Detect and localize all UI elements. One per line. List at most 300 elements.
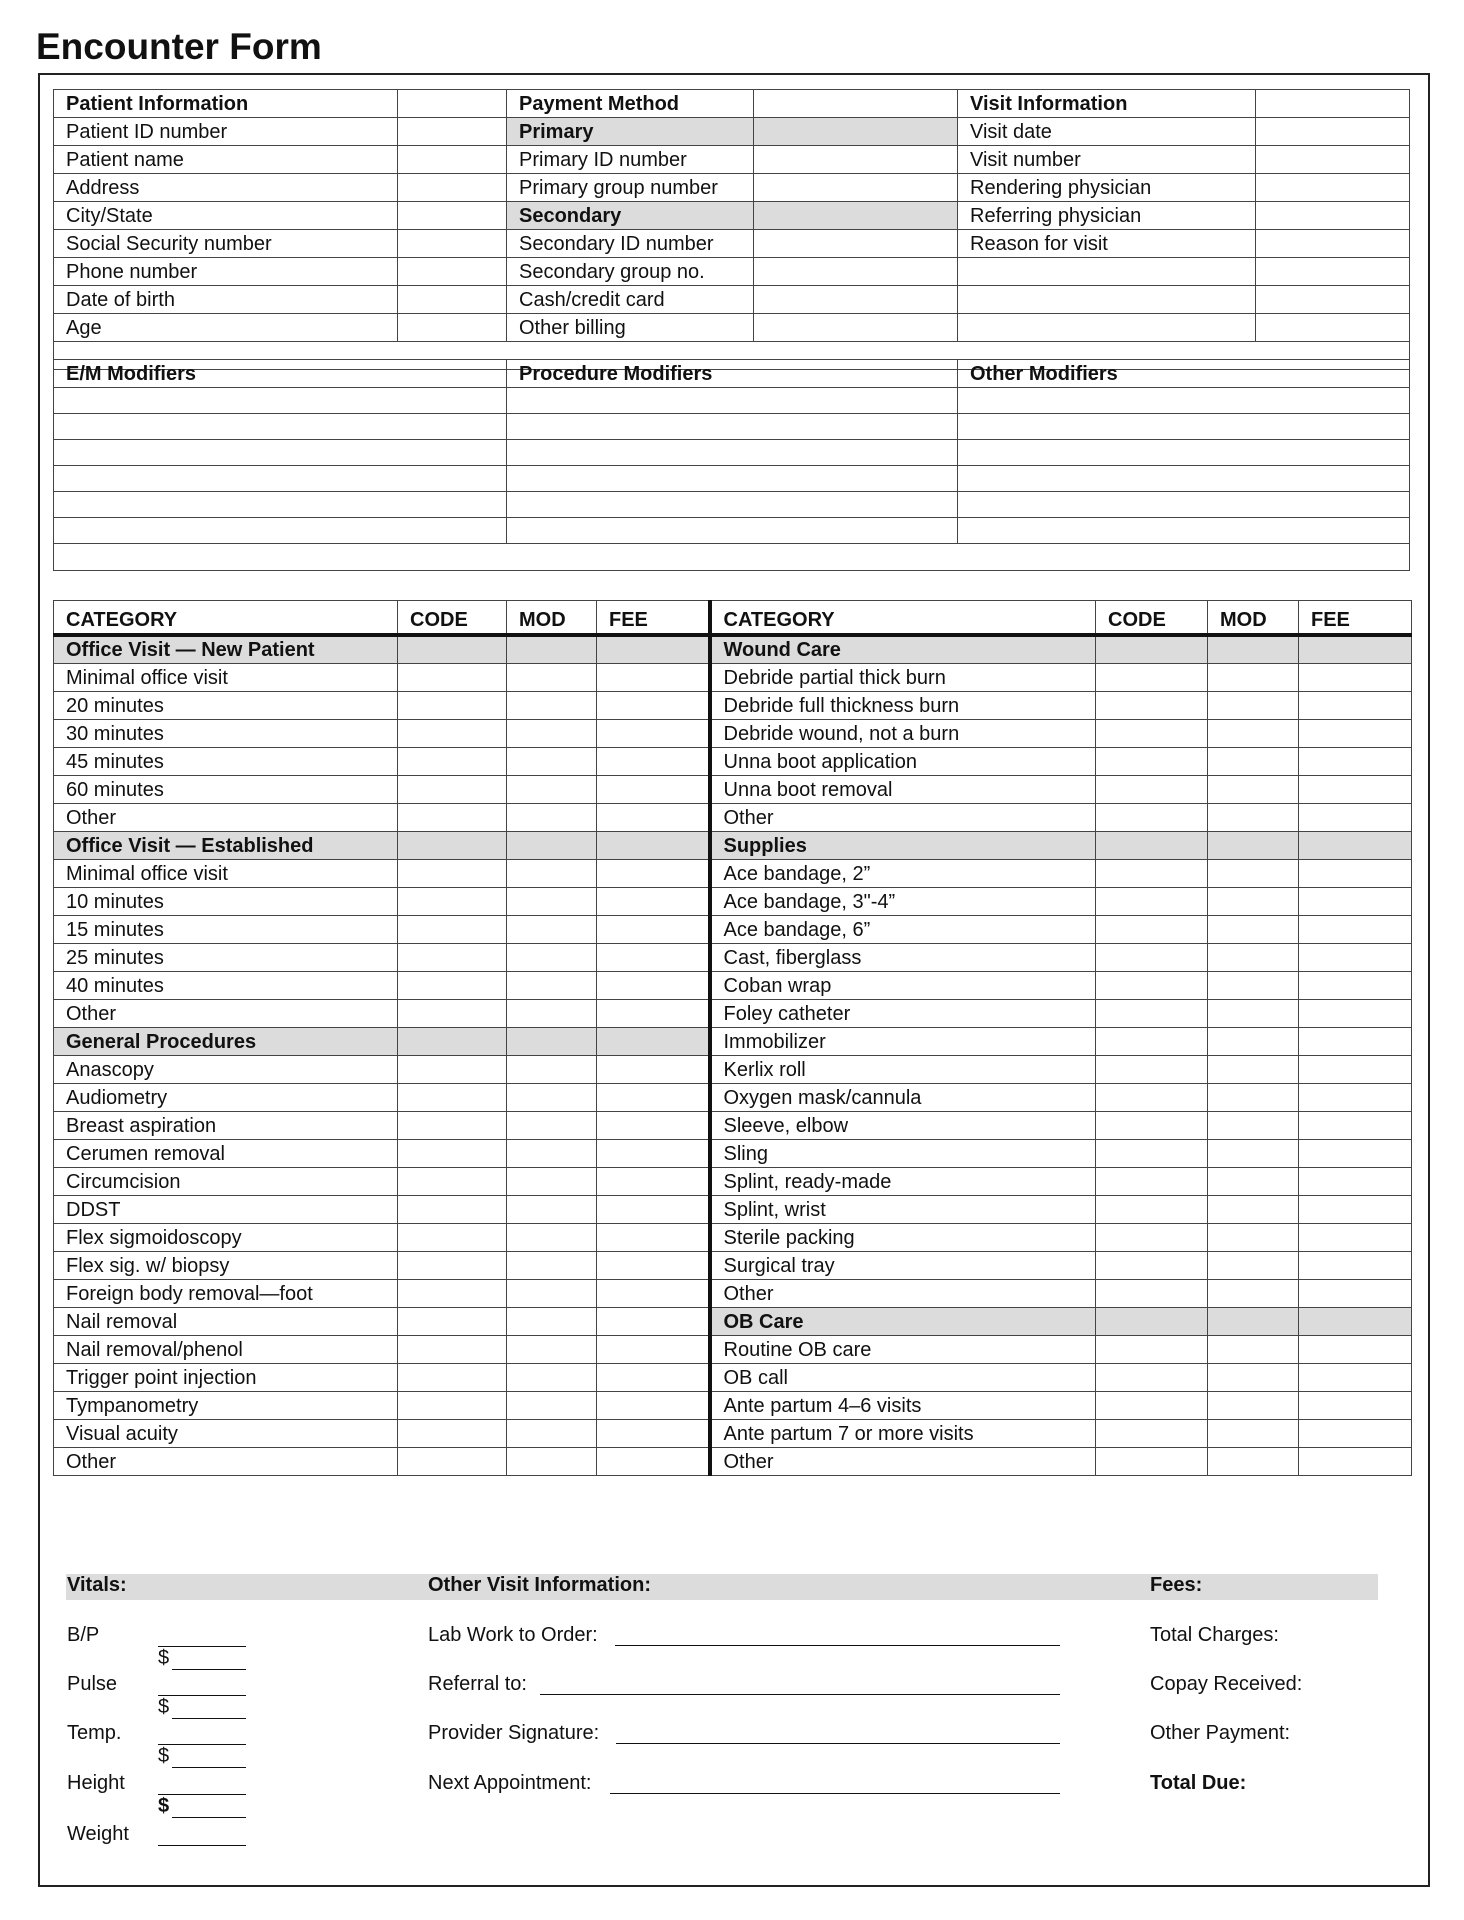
vitals-label: Height — [67, 1772, 125, 1794]
value-cell[interactable] — [1256, 202, 1410, 230]
mod-cell[interactable] — [1208, 999, 1299, 1027]
value-cell[interactable] — [754, 314, 958, 342]
other-modifiers-header: Other Modifiers — [958, 360, 1410, 388]
code-cell[interactable] — [398, 887, 507, 915]
value-cell[interactable] — [398, 174, 507, 202]
mod-cell[interactable] — [1208, 775, 1299, 803]
code-cell[interactable] — [398, 1447, 507, 1475]
mod-cell[interactable] — [507, 1027, 597, 1055]
procedure-label: Flex sigmoidoscopy — [54, 1223, 398, 1251]
info-row — [54, 202, 1410, 230]
value-cell[interactable] — [754, 258, 958, 286]
value-cell[interactable] — [1256, 118, 1410, 146]
dollar-sign: $ — [158, 1696, 170, 1718]
value-cell[interactable] — [398, 118, 507, 146]
fee-cell[interactable] — [1299, 1167, 1412, 1195]
mod-cell[interactable] — [507, 1391, 597, 1419]
visit-field-label — [958, 258, 1256, 286]
category-column-header: CATEGORY — [54, 601, 398, 635]
mod-cell[interactable] — [507, 1447, 597, 1475]
mod-cell[interactable] — [507, 1419, 597, 1447]
modifier-cell[interactable] — [54, 440, 507, 466]
mod-cell[interactable] — [507, 943, 597, 971]
code-cell[interactable] — [1096, 1027, 1208, 1055]
fee-cell[interactable] — [1299, 1419, 1412, 1447]
category-row — [54, 1167, 1412, 1195]
value-cell[interactable] — [398, 90, 507, 118]
code-cell[interactable] — [398, 635, 507, 664]
top-header-row — [54, 90, 1410, 118]
mod-cell[interactable] — [507, 691, 597, 719]
mod-cell[interactable] — [1208, 747, 1299, 775]
fee-cell[interactable] — [1299, 831, 1412, 859]
mod-cell[interactable] — [507, 831, 597, 859]
fee-cell[interactable] — [597, 691, 710, 719]
dollar-field[interactable] — [172, 1718, 246, 1719]
referral-field[interactable] — [540, 1694, 1060, 1695]
code-cell[interactable] — [398, 1111, 507, 1139]
category-row — [54, 775, 1412, 803]
modifier-cell[interactable] — [507, 466, 958, 492]
modifier-cell[interactable] — [958, 518, 1410, 544]
code-cell[interactable] — [1096, 915, 1208, 943]
fee-cell[interactable] — [597, 663, 710, 691]
category-section-label: Office Visit — New Patient — [54, 635, 398, 664]
modifier-cell[interactable] — [54, 388, 507, 414]
vitals-label: Weight — [67, 1823, 129, 1845]
other-payment-label: Other Payment: — [1150, 1722, 1291, 1744]
code-cell[interactable] — [398, 859, 507, 887]
mod-cell[interactable] — [507, 1055, 597, 1083]
code-cell[interactable] — [398, 1363, 507, 1391]
value-cell[interactable] — [754, 118, 958, 146]
mod-cell[interactable] — [1208, 1083, 1299, 1111]
code-cell[interactable] — [1096, 1363, 1208, 1391]
procedure-label: Minimal office visit — [54, 859, 398, 887]
next-appointment-field[interactable] — [610, 1793, 1060, 1794]
fee-cell[interactable] — [1299, 1139, 1412, 1167]
mod-cell[interactable] — [507, 859, 597, 887]
code-cell[interactable] — [1096, 1251, 1208, 1279]
mod-cell[interactable] — [507, 635, 597, 664]
mod-cell[interactable] — [507, 1363, 597, 1391]
code-cell[interactable] — [1096, 1279, 1208, 1307]
code-cell[interactable] — [1096, 1139, 1208, 1167]
fee-cell[interactable] — [1299, 1111, 1412, 1139]
code-cell[interactable] — [398, 1251, 507, 1279]
fee-cell[interactable] — [1299, 775, 1412, 803]
patient-field-label: Social Security number — [54, 230, 398, 258]
code-cell[interactable] — [1096, 719, 1208, 747]
value-cell[interactable] — [1256, 230, 1410, 258]
fee-cell[interactable] — [1299, 1223, 1412, 1251]
code-cell[interactable] — [398, 999, 507, 1027]
fee-cell[interactable] — [1299, 1083, 1412, 1111]
mod-cell[interactable] — [507, 1195, 597, 1223]
code-cell[interactable] — [398, 803, 507, 831]
mod-cell[interactable] — [1208, 1335, 1299, 1363]
fee-cell[interactable] — [597, 943, 710, 971]
patient-field-label: Patient name — [54, 146, 398, 174]
value-cell[interactable] — [398, 202, 507, 230]
mod-cell[interactable] — [1208, 915, 1299, 943]
modifier-cell[interactable] — [54, 518, 507, 544]
category-row — [54, 1111, 1412, 1139]
fee-cell[interactable] — [597, 999, 710, 1027]
mod-cell[interactable] — [1208, 1223, 1299, 1251]
mod-cell[interactable] — [1208, 663, 1299, 691]
fee-cell[interactable] — [1299, 719, 1412, 747]
procedure-label: Ace bandage, 2” — [710, 859, 1096, 887]
vitals-field[interactable] — [158, 1695, 246, 1696]
procedure-label: Ante partum 7 or more visits — [710, 1419, 1096, 1447]
procedure-label: Foreign body removal—foot — [54, 1279, 398, 1307]
value-cell[interactable] — [398, 286, 507, 314]
fee-cell[interactable] — [1299, 1055, 1412, 1083]
value-cell[interactable] — [1256, 314, 1410, 342]
code-cell[interactable] — [1096, 1307, 1208, 1335]
fee-cell[interactable] — [597, 971, 710, 999]
fee-cell[interactable] — [1299, 999, 1412, 1027]
value-cell[interactable] — [398, 258, 507, 286]
code-cell[interactable] — [1096, 887, 1208, 915]
value-cell[interactable] — [1256, 258, 1410, 286]
mod-cell[interactable] — [507, 775, 597, 803]
code-cell[interactable] — [398, 747, 507, 775]
code-cell[interactable] — [398, 719, 507, 747]
modifier-cell[interactable] — [958, 492, 1410, 518]
mod-cell[interactable] — [507, 1111, 597, 1139]
modifier-cell[interactable] — [507, 440, 958, 466]
fee-cell[interactable] — [597, 1027, 710, 1055]
modifier-cell[interactable] — [507, 492, 958, 518]
mod-cell[interactable] — [1208, 1027, 1299, 1055]
mod-cell[interactable] — [1208, 887, 1299, 915]
code-cell[interactable] — [1096, 663, 1208, 691]
payment-field-label: Secondary group no. — [507, 258, 754, 286]
fee-cell[interactable] — [1299, 1251, 1412, 1279]
code-cell[interactable] — [398, 831, 507, 859]
mod-cell[interactable] — [507, 971, 597, 999]
mod-cell[interactable] — [1208, 831, 1299, 859]
mod-cell[interactable] — [1208, 1307, 1299, 1335]
modifier-cell[interactable] — [507, 518, 958, 544]
code-cell[interactable] — [398, 915, 507, 943]
fee-cell[interactable] — [1299, 663, 1412, 691]
mod-cell[interactable] — [507, 1223, 597, 1251]
fee-cell[interactable] — [1299, 971, 1412, 999]
dollar-field[interactable] — [172, 1817, 246, 1818]
visit-field-label: Referring physician — [958, 202, 1256, 230]
fees-header: Fees: — [1150, 1574, 1203, 1596]
copay-received-label: Copay Received: — [1150, 1673, 1303, 1695]
dollar-sign: $ — [158, 1647, 170, 1669]
code-cell[interactable] — [1096, 971, 1208, 999]
lab-work-label: Lab Work to Order: — [428, 1624, 598, 1646]
vitals-field[interactable] — [158, 1845, 246, 1846]
mod-cell[interactable] — [507, 1307, 597, 1335]
code-cell[interactable] — [1096, 1167, 1208, 1195]
code-cell[interactable] — [1096, 831, 1208, 859]
code-cell[interactable] — [398, 1335, 507, 1363]
code-cell[interactable] — [398, 943, 507, 971]
fee-cell[interactable] — [597, 635, 710, 664]
patient-field-label: Date of birth — [54, 286, 398, 314]
modifier-cell[interactable] — [54, 414, 507, 440]
mod-cell[interactable] — [507, 999, 597, 1027]
mod-cell[interactable] — [1208, 1447, 1299, 1475]
code-cell[interactable] — [398, 1195, 507, 1223]
fee-cell[interactable] — [597, 719, 710, 747]
mod-cell[interactable] — [507, 803, 597, 831]
code-cell[interactable] — [398, 1419, 507, 1447]
value-cell[interactable] — [1256, 174, 1410, 202]
code-cell[interactable] — [398, 1027, 507, 1055]
fee-cell[interactable] — [597, 1279, 710, 1307]
code-cell[interactable] — [1096, 1223, 1208, 1251]
fee-cell[interactable] — [1299, 691, 1412, 719]
modifier-cell[interactable] — [54, 492, 507, 518]
mod-cell[interactable] — [507, 663, 597, 691]
fee-cell[interactable] — [597, 1335, 710, 1363]
fee-cell[interactable] — [1299, 803, 1412, 831]
procedure-label: Audiometry — [54, 1083, 398, 1111]
mod-cell[interactable] — [1208, 1419, 1299, 1447]
vitals-header: Vitals: — [67, 1574, 127, 1596]
mod-cell[interactable] — [1208, 1139, 1299, 1167]
mod-cell[interactable] — [1208, 1251, 1299, 1279]
fee-cell[interactable] — [597, 831, 710, 859]
vitals-field[interactable] — [158, 1794, 246, 1795]
fee-cell[interactable] — [597, 1251, 710, 1279]
fee-cell[interactable] — [597, 1223, 710, 1251]
code-cell[interactable] — [1096, 1111, 1208, 1139]
code-cell[interactable] — [1096, 943, 1208, 971]
fee-cell[interactable] — [597, 1111, 710, 1139]
mod-cell[interactable] — [1208, 1279, 1299, 1307]
code-cell[interactable] — [1096, 1055, 1208, 1083]
provider-signature-field[interactable] — [616, 1743, 1060, 1744]
dollar-field[interactable] — [172, 1767, 246, 1768]
value-cell[interactable] — [754, 202, 958, 230]
procedure-label: 15 minutes — [54, 915, 398, 943]
code-cell[interactable] — [398, 1279, 507, 1307]
fee-cell[interactable] — [597, 915, 710, 943]
fee-cell[interactable] — [1299, 1391, 1412, 1419]
code-cell[interactable] — [1096, 1335, 1208, 1363]
category-section-label: OB Care — [710, 1307, 1096, 1335]
total-charges-label: Total Charges: — [1150, 1624, 1279, 1646]
mod-cell[interactable] — [1208, 859, 1299, 887]
modifier-cell[interactable] — [958, 466, 1410, 492]
procedure-label: Other — [710, 1447, 1096, 1475]
procedure-label: 30 minutes — [54, 719, 398, 747]
mod-cell[interactable] — [1208, 691, 1299, 719]
value-cell[interactable] — [754, 174, 958, 202]
fee-cell[interactable] — [1299, 1027, 1412, 1055]
fee-cell[interactable] — [1299, 887, 1412, 915]
mod-cell[interactable] — [1208, 1363, 1299, 1391]
code-cell[interactable] — [1096, 691, 1208, 719]
referral-label: Referral to: — [428, 1673, 527, 1695]
procedure-label: Kerlix roll — [710, 1055, 1096, 1083]
code-cell[interactable] — [1096, 635, 1208, 664]
category-row — [54, 663, 1412, 691]
category-column-header: CATEGORY — [710, 601, 1096, 635]
vitals-field[interactable] — [158, 1744, 246, 1745]
fee-cell[interactable] — [597, 747, 710, 775]
modifier-row — [54, 492, 1410, 518]
procedure-label: Immobilizer — [710, 1027, 1096, 1055]
code-cell[interactable] — [398, 1167, 507, 1195]
fee-cell[interactable] — [1299, 859, 1412, 887]
mod-cell[interactable] — [507, 1279, 597, 1307]
fee-column-header: FEE — [597, 601, 710, 635]
value-cell[interactable] — [754, 90, 958, 118]
modifier-cell[interactable] — [54, 466, 507, 492]
fee-cell[interactable] — [597, 1139, 710, 1167]
mod-cell[interactable] — [507, 1167, 597, 1195]
code-cell[interactable] — [1096, 1419, 1208, 1447]
mod-cell[interactable] — [1208, 943, 1299, 971]
total-due-label: Total Due: — [1150, 1772, 1247, 1794]
mod-cell[interactable] — [1208, 803, 1299, 831]
modifier-cell[interactable] — [507, 388, 958, 414]
procedure-label: Minimal office visit — [54, 663, 398, 691]
modifier-cell[interactable] — [958, 440, 1410, 466]
procedure-modifiers-header: Procedure Modifiers — [507, 360, 958, 388]
payment-field-label: Primary ID number — [507, 146, 754, 174]
value-cell[interactable] — [398, 146, 507, 174]
mod-cell[interactable] — [1208, 1195, 1299, 1223]
code-cell[interactable] — [398, 971, 507, 999]
mod-cell[interactable] — [1208, 719, 1299, 747]
code-cell[interactable] — [1096, 747, 1208, 775]
info-row — [54, 286, 1410, 314]
code-cell[interactable] — [1096, 775, 1208, 803]
code-cell[interactable] — [1096, 999, 1208, 1027]
modifier-row — [54, 388, 1410, 414]
patient-field-label: Age — [54, 314, 398, 342]
procedure-label: Unna boot removal — [710, 775, 1096, 803]
patient-info-header: Patient Information — [54, 90, 398, 118]
code-cell[interactable] — [1096, 859, 1208, 887]
value-cell[interactable] — [398, 230, 507, 258]
procedure-label: Other — [710, 803, 1096, 831]
fee-cell[interactable] — [1299, 1447, 1412, 1475]
fee-cell[interactable] — [597, 887, 710, 915]
fee-cell[interactable] — [597, 1419, 710, 1447]
fee-cell[interactable] — [1299, 747, 1412, 775]
fee-cell[interactable] — [597, 1391, 710, 1419]
fee-cell[interactable] — [597, 803, 710, 831]
fee-cell[interactable] — [1299, 1195, 1412, 1223]
mod-cell[interactable] — [507, 1335, 597, 1363]
code-cell[interactable] — [1096, 1391, 1208, 1419]
code-cell[interactable] — [398, 691, 507, 719]
mod-cell[interactable] — [507, 1083, 597, 1111]
fee-cell[interactable] — [1299, 943, 1412, 971]
fee-cell[interactable] — [597, 775, 710, 803]
mod-cell[interactable] — [507, 915, 597, 943]
category-row — [54, 1307, 1412, 1335]
mod-cell[interactable] — [507, 719, 597, 747]
fee-cell[interactable] — [1299, 915, 1412, 943]
dollar-field[interactable] — [172, 1669, 246, 1670]
fee-cell[interactable] — [597, 1167, 710, 1195]
fee-cell[interactable] — [1299, 1335, 1412, 1363]
modifier-cell[interactable] — [507, 414, 958, 440]
code-cell[interactable] — [1096, 1447, 1208, 1475]
em-modifiers-header: E/M Modifiers — [54, 360, 507, 388]
fee-cell[interactable] — [597, 1055, 710, 1083]
mod-cell[interactable] — [507, 747, 597, 775]
mod-cell[interactable] — [1208, 1167, 1299, 1195]
fee-cell[interactable] — [597, 1195, 710, 1223]
procedure-label: Nail removal — [54, 1307, 398, 1335]
mod-cell[interactable] — [1208, 1055, 1299, 1083]
code-cell[interactable] — [1096, 1083, 1208, 1111]
value-cell[interactable] — [1256, 90, 1410, 118]
fee-cell[interactable] — [597, 1083, 710, 1111]
value-cell[interactable] — [754, 286, 958, 314]
code-cell[interactable] — [398, 1055, 507, 1083]
value-cell[interactable] — [754, 146, 958, 174]
fee-cell[interactable] — [1299, 1279, 1412, 1307]
fee-cell[interactable] — [597, 1363, 710, 1391]
category-row — [54, 887, 1412, 915]
code-cell[interactable] — [1096, 1195, 1208, 1223]
fee-cell[interactable] — [1299, 1307, 1412, 1335]
mod-cell[interactable] — [1208, 1391, 1299, 1419]
code-cell[interactable] — [398, 663, 507, 691]
provider-signature-label: Provider Signature: — [428, 1722, 600, 1744]
mod-cell[interactable] — [507, 887, 597, 915]
code-cell[interactable] — [398, 1391, 507, 1419]
mod-cell[interactable] — [507, 1139, 597, 1167]
code-cell[interactable] — [398, 1223, 507, 1251]
fee-cell[interactable] — [1299, 1363, 1412, 1391]
value-cell[interactable] — [398, 314, 507, 342]
info-row — [54, 174, 1410, 202]
fee-cell[interactable] — [597, 1307, 710, 1335]
mod-cell[interactable] — [1208, 1111, 1299, 1139]
modifier-cell[interactable] — [958, 414, 1410, 440]
modifier-cell[interactable] — [958, 388, 1410, 414]
fee-cell[interactable] — [597, 859, 710, 887]
value-cell[interactable] — [1256, 146, 1410, 174]
mod-cell[interactable] — [507, 1251, 597, 1279]
code-cell[interactable] — [398, 1139, 507, 1167]
fee-cell[interactable] — [1299, 635, 1412, 664]
fee-cell[interactable] — [597, 1447, 710, 1475]
procedure-label: Circumcision — [54, 1167, 398, 1195]
procedure-label: Other — [710, 1279, 1096, 1307]
procedure-label: Splint, wrist — [710, 1195, 1096, 1223]
code-cell[interactable] — [1096, 803, 1208, 831]
modifier-row — [54, 518, 1410, 544]
lab-work-field[interactable] — [615, 1645, 1060, 1646]
code-cell[interactable] — [398, 1083, 507, 1111]
info-row — [54, 146, 1410, 174]
mod-cell[interactable] — [1208, 971, 1299, 999]
value-cell[interactable] — [754, 230, 958, 258]
vitals-field[interactable] — [158, 1646, 246, 1647]
mod-cell[interactable] — [1208, 635, 1299, 664]
code-cell[interactable] — [398, 1307, 507, 1335]
code-cell[interactable] — [398, 775, 507, 803]
value-cell[interactable] — [1256, 286, 1410, 314]
